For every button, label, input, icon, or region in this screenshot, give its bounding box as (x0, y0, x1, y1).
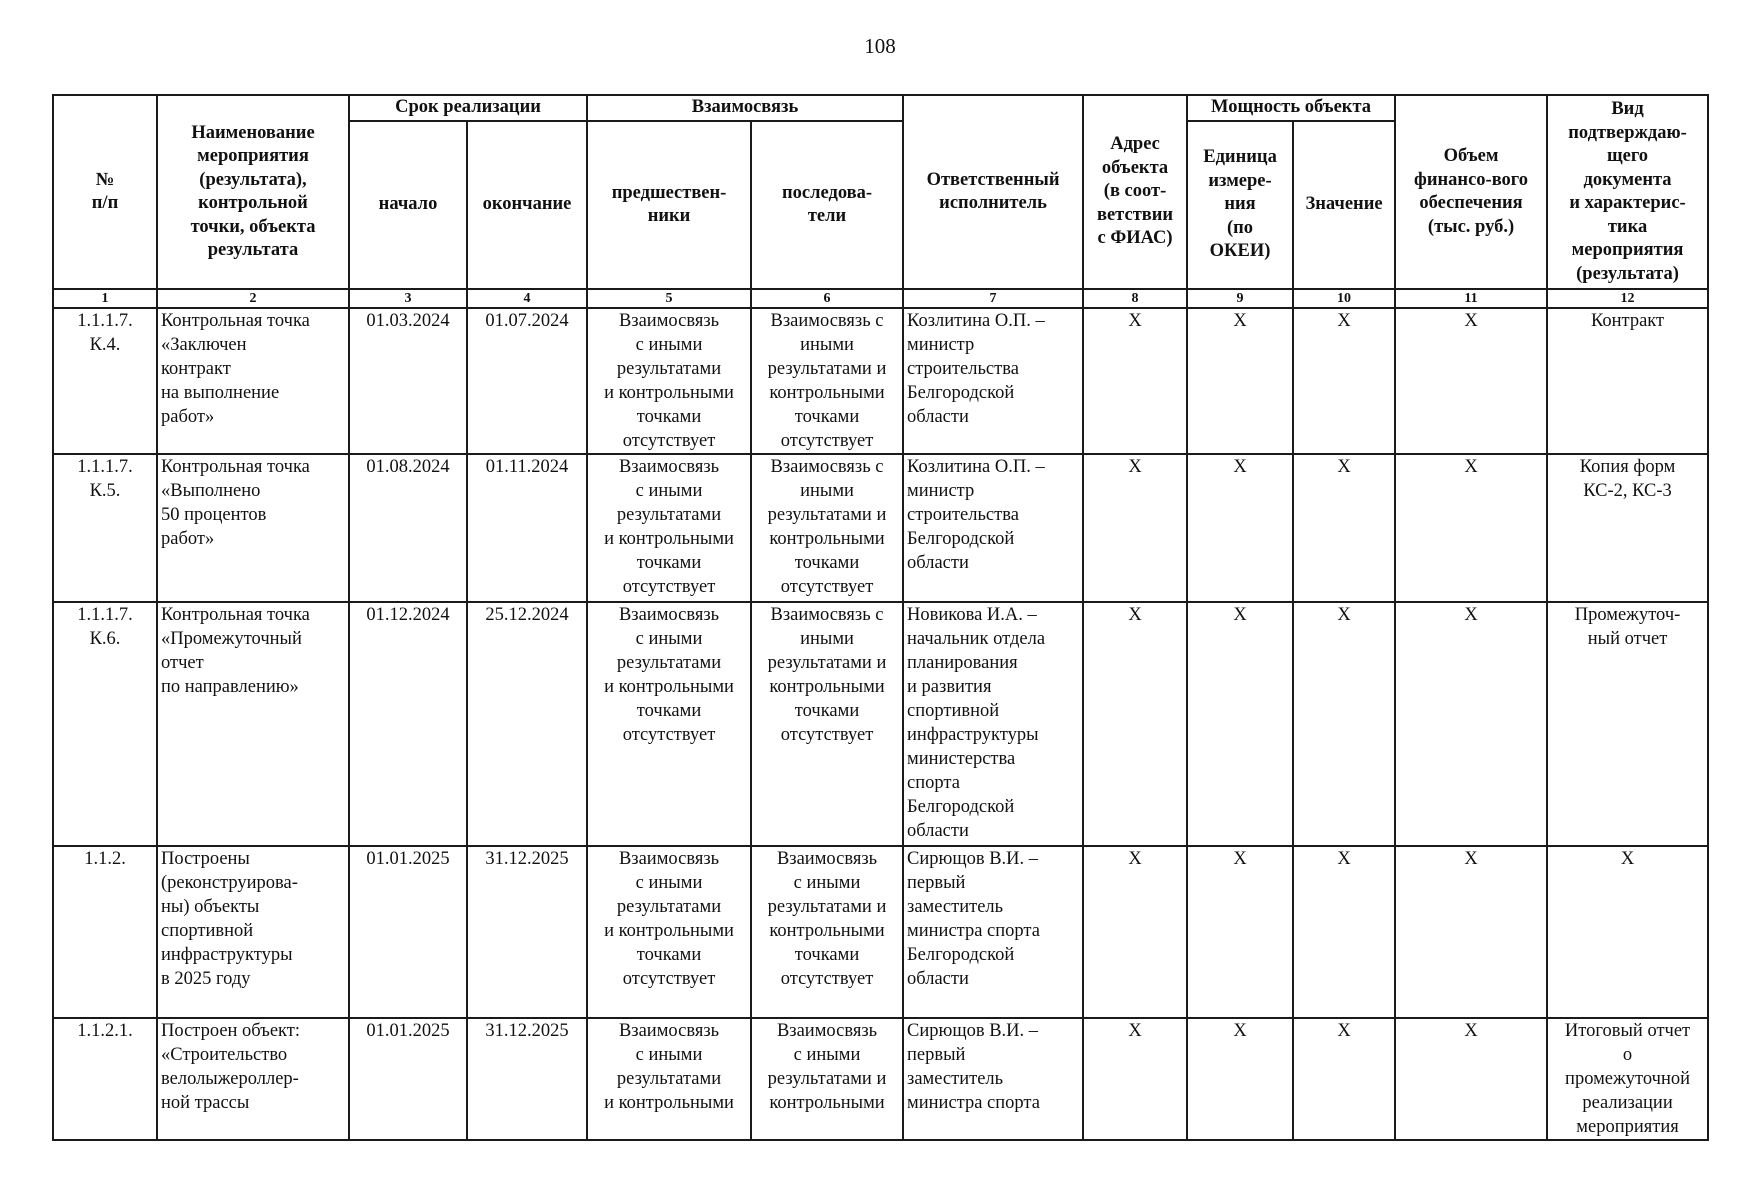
column-number: 4 (467, 289, 587, 308)
cell-finance: X (1395, 1018, 1547, 1140)
cell-address: X (1083, 602, 1187, 846)
header-group-term: Срок реализации (349, 95, 587, 121)
table-row (53, 846, 1708, 1018)
column-number: 5 (587, 289, 751, 308)
cell-responsible: Козлитина О.П. – министр строительства Белгородской области (903, 454, 1083, 602)
header-address: Адрес объекта (в соот- ветствии с ФИАС) (1083, 95, 1187, 289)
cell-unit: X (1187, 1018, 1293, 1140)
column-number: 6 (751, 289, 903, 308)
cell-name: Контрольная точка «Промежуточный отчет по направлению» (157, 602, 349, 846)
column-number-row (53, 289, 1708, 308)
column-number: 8 (1083, 289, 1187, 308)
header-start: начало (349, 121, 467, 289)
cell-responsible: Сирющов В.И. – первый заместитель министра спорта Белгородской области (903, 846, 1083, 1018)
header-document: Вид подтверждаю- щего документа и характерис- тика мероприятия (результата) (1547, 95, 1708, 289)
cell-successors: Взаимосвязь с иными результатами и контрольными точками отсутствует (751, 602, 903, 846)
cell-address: X (1083, 1018, 1187, 1140)
cell-unit: X (1187, 454, 1293, 602)
cell-successors: Взаимосвязь с иными результатами и контрольными точками отсутствует (751, 308, 903, 454)
table-row (53, 454, 1708, 602)
column-number: 10 (1293, 289, 1395, 308)
column-number: 12 (1547, 289, 1708, 308)
table-row (53, 308, 1708, 454)
cell-responsible: Новикова И.А. – начальник отдела планирования и развития спортивной инфраструктуры министерства спорта Белгородской области (903, 602, 1083, 846)
cell-finance: X (1395, 454, 1547, 602)
cell-start: 01.08.2024 (349, 454, 467, 602)
cell-name: Контрольная точка «Выполнено 50 процентов работ» (157, 454, 349, 602)
cell-start: 01.01.2025 (349, 1018, 467, 1140)
cell-number: 1.1.1.7. К.6. (53, 602, 157, 846)
cell-address: X (1083, 846, 1187, 1018)
cell-value: X (1293, 602, 1395, 846)
cell-number: 1.1.2. (53, 846, 157, 1018)
header-group-capacity: Мощность объекта (1187, 95, 1395, 121)
cell-finance: X (1395, 846, 1547, 1018)
cell-unit: X (1187, 846, 1293, 1018)
cell-address: X (1083, 308, 1187, 454)
cell-number: 1.1.2.1. (53, 1018, 157, 1140)
cell-start: 01.03.2024 (349, 308, 467, 454)
table-row (53, 1018, 1708, 1140)
cell-document: Итоговый отчет о промежуточной реализации мероприятия (1547, 1018, 1708, 1140)
cell-value: X (1293, 454, 1395, 602)
cell-address: X (1083, 454, 1187, 602)
header-successors: последова- тели (751, 121, 903, 289)
cell-start: 01.01.2025 (349, 846, 467, 1018)
cell-unit: X (1187, 308, 1293, 454)
cell-predecessors: Взаимосвязь с иными результатами и контрольными точками отсутствует (587, 454, 751, 602)
column-number: 11 (1395, 289, 1547, 308)
cell-document: X (1547, 846, 1708, 1018)
cell-name: Построены (реконструирова- ны) объекты спортивной инфраструктуры в 2025 году (157, 846, 349, 1018)
cell-responsible: Сирющов В.И. – первый заместитель министра спорта (903, 1018, 1083, 1140)
table-header (53, 95, 1708, 308)
cell-successors: Взаимосвязь с иными результатами и контрольными точками отсутствует (751, 454, 903, 602)
cell-value: X (1293, 308, 1395, 454)
column-number: 2 (157, 289, 349, 308)
column-number: 9 (1187, 289, 1293, 308)
column-number: 7 (903, 289, 1083, 308)
header-name: Наименование мероприятия (результата), контрольной точки, объекта результата (157, 95, 349, 289)
cell-predecessors: Взаимосвязь с иными результатами и контрольными точками отсутствует (587, 602, 751, 846)
cell-unit: X (1187, 602, 1293, 846)
cell-document: Копия форм КС-2, КС-3 (1547, 454, 1708, 602)
cell-end: 31.12.2025 (467, 1018, 587, 1140)
cell-responsible: Козлитина О.П. – министр строительства Белгородской области (903, 308, 1083, 454)
table-row (53, 602, 1708, 846)
header-unit: Единица измере- ния (по ОКЕИ) (1187, 121, 1293, 289)
cell-finance: X (1395, 308, 1547, 454)
cell-end: 01.11.2024 (467, 454, 587, 602)
header-value: Значение (1293, 121, 1395, 289)
cell-number: 1.1.1.7. К.4. (53, 308, 157, 454)
cell-predecessors: Взаимосвязь с иными результатами и контрольными точками отсутствует (587, 308, 751, 454)
cell-number: 1.1.1.7. К.5. (53, 454, 157, 602)
header-end: окончание (467, 121, 587, 289)
cell-value: X (1293, 846, 1395, 1018)
header-group-link: Взаимосвязь (587, 95, 903, 121)
cell-successors: Взаимосвязь с иными результатами и контрольными точками отсутствует (751, 846, 903, 1018)
cell-document: Контракт (1547, 308, 1708, 454)
cell-predecessors: Взаимосвязь с иными результатами и контрольными (587, 1018, 751, 1140)
column-number: 1 (53, 289, 157, 308)
column-number: 3 (349, 289, 467, 308)
implementation-plan-table (52, 94, 1709, 1141)
page-number: 108 (864, 34, 896, 58)
cell-document: Промежуточ- ный отчет (1547, 602, 1708, 846)
cell-name: Построен объект: «Строительство велолыжероллер- ной трассы (157, 1018, 349, 1140)
cell-end: 01.07.2024 (467, 308, 587, 454)
cell-predecessors: Взаимосвязь с иными результатами и контрольными точками отсутствует (587, 846, 751, 1018)
header-number: № п/п (53, 95, 157, 289)
cell-end: 31.12.2025 (467, 846, 587, 1018)
header-predecessors: предшествен- ники (587, 121, 751, 289)
header-finance: Объем финансо-вого обеспечения (тыс. руб.) (1395, 95, 1547, 289)
table-body (53, 308, 1708, 1140)
cell-end: 25.12.2024 (467, 602, 587, 846)
cell-value: X (1293, 1018, 1395, 1140)
cell-start: 01.12.2024 (349, 602, 467, 846)
cell-finance: X (1395, 602, 1547, 846)
header-responsible: Ответственный исполнитель (903, 95, 1083, 289)
cell-successors: Взаимосвязь с иными результатами и контрольными (751, 1018, 903, 1140)
cell-name: Контрольная точка «Заключен контракт на выполнение работ» (157, 308, 349, 454)
